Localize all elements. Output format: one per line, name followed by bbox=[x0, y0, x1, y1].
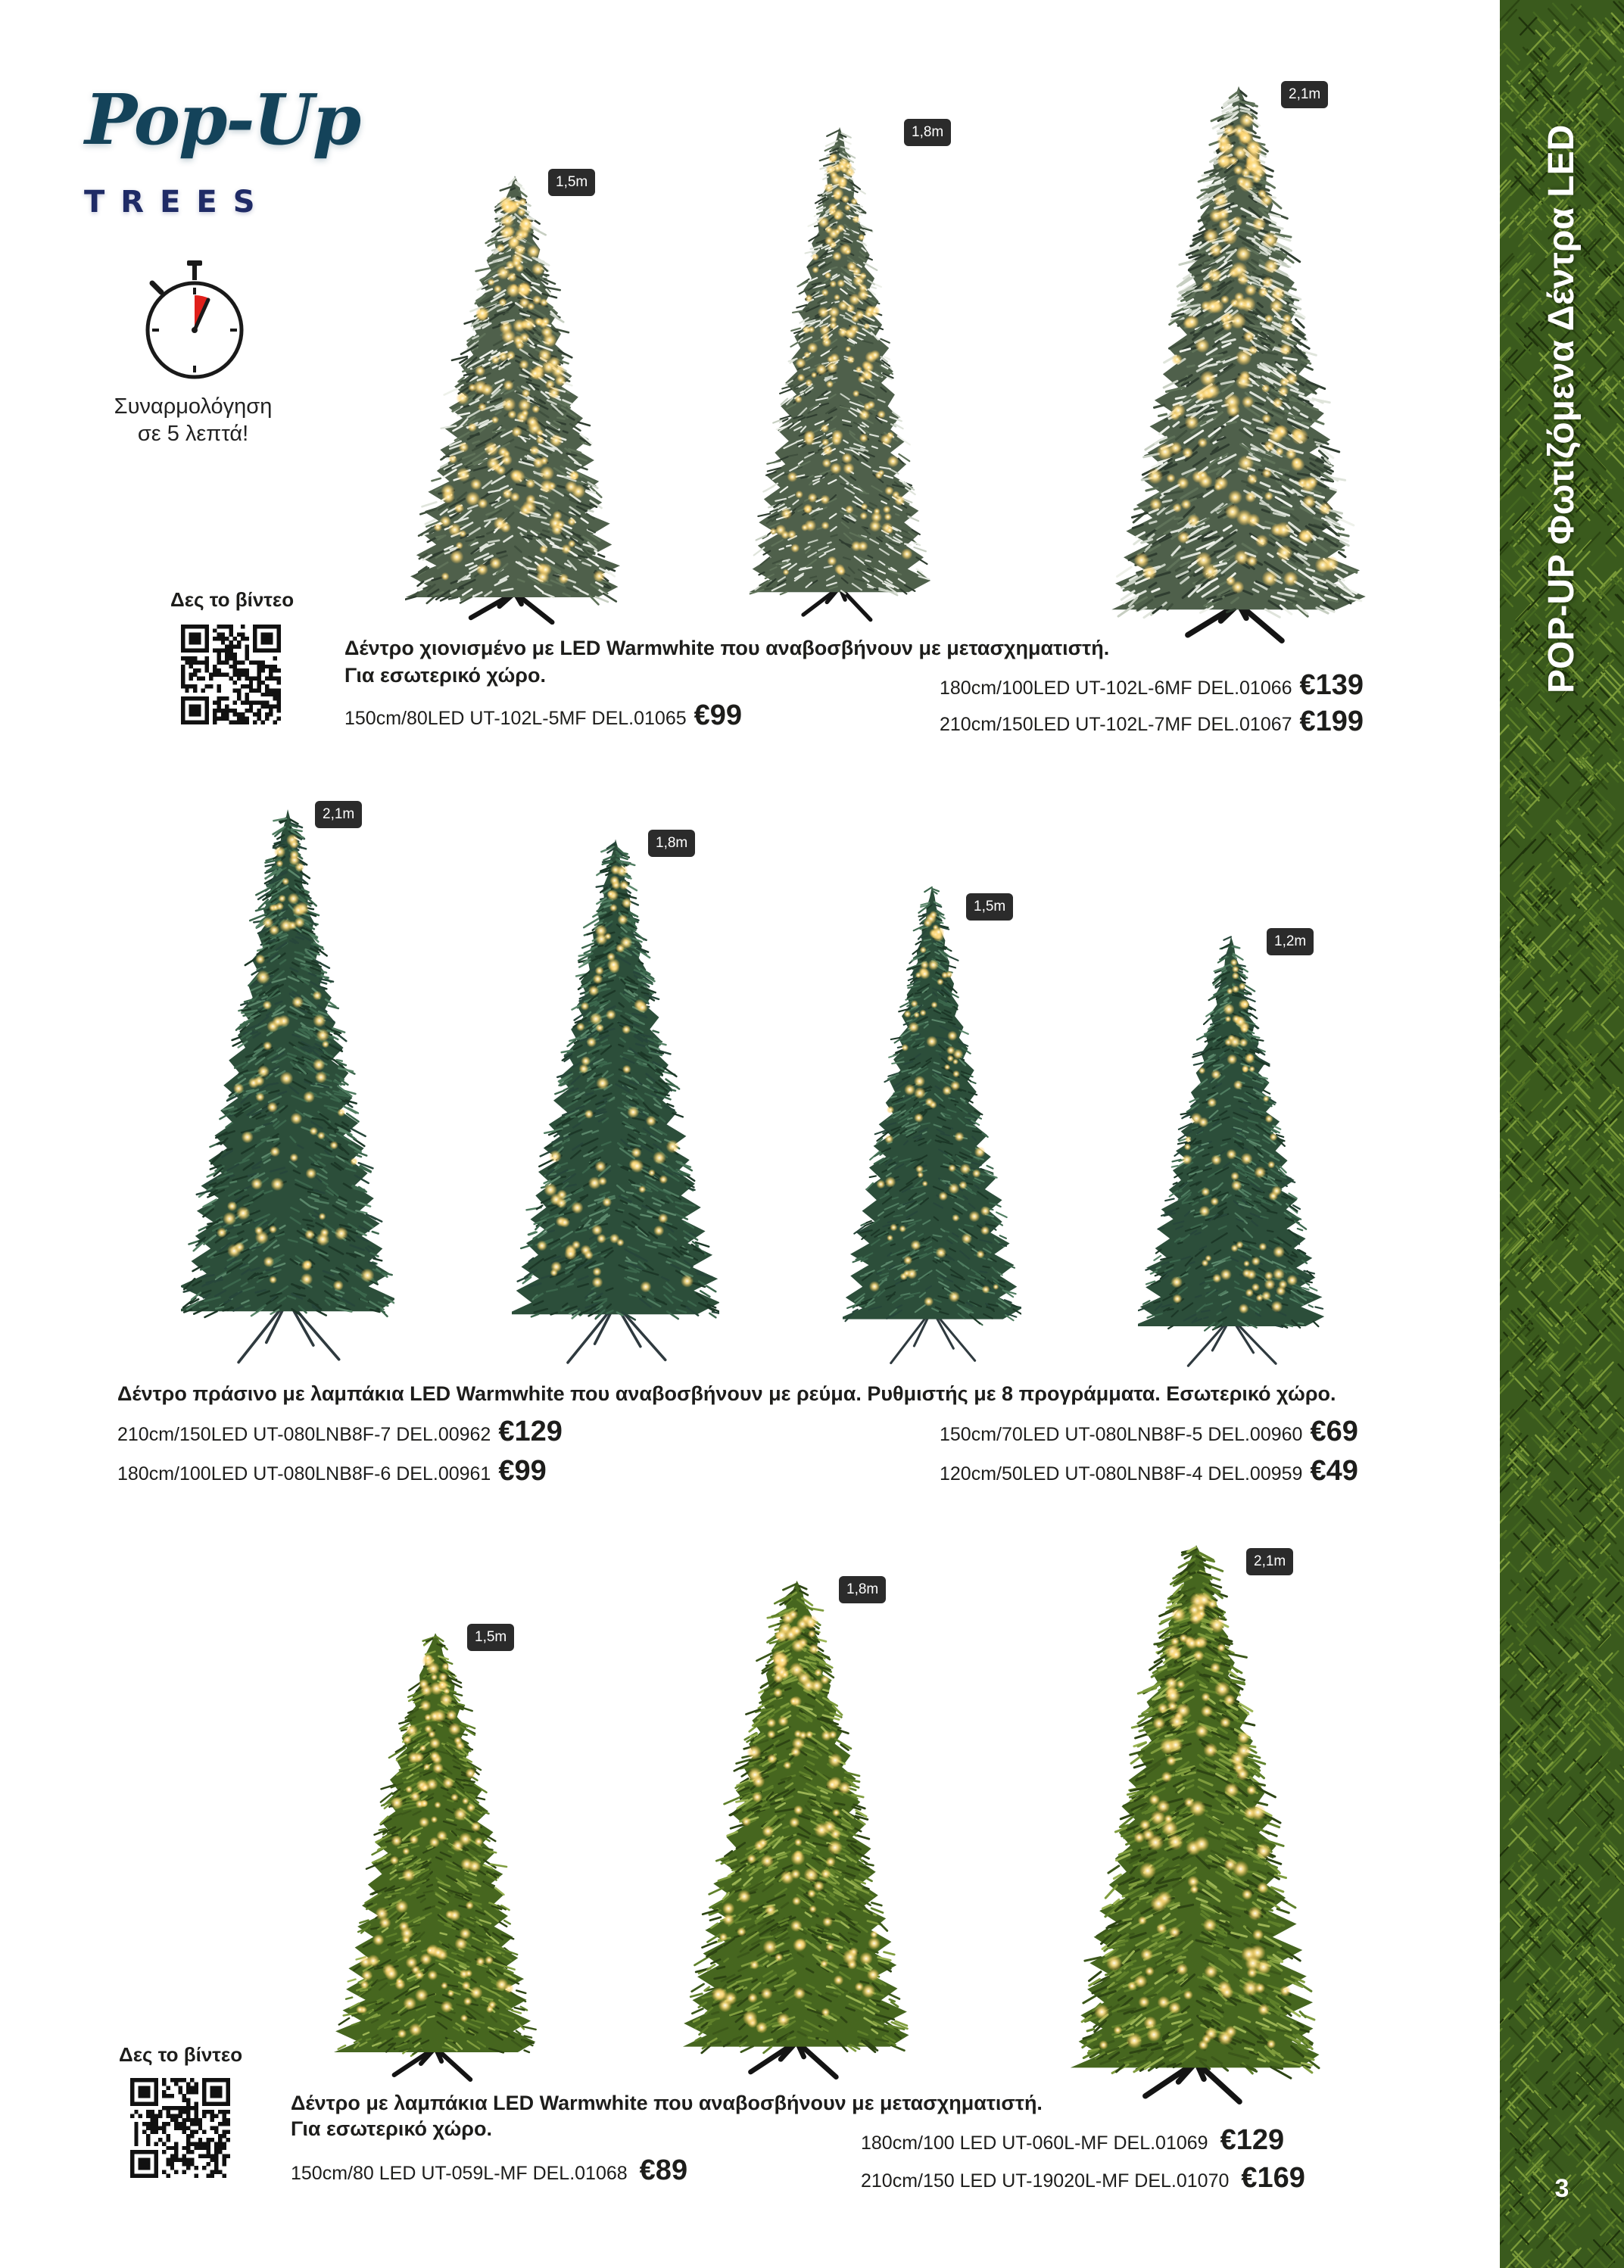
price: €49 bbox=[1310, 1455, 1358, 1487]
price: €69 bbox=[1310, 1416, 1358, 1447]
logo-wordmark: TREES bbox=[84, 185, 271, 220]
spec-text: 180cm/100LED UT-102L-6MF DEL.01066 bbox=[940, 678, 1292, 699]
spec-text: 150cm/70LED UT-080LNB8F-5 DEL.00960 bbox=[940, 1424, 1303, 1445]
video-label: Δες το βίντεο bbox=[170, 588, 295, 611]
spec-text: 150cm/80LED UT-102L-5MF DEL.01065 bbox=[344, 708, 687, 729]
product-specs-left bbox=[344, 699, 742, 735]
spec-text: 210cm/150 LED UT-19020L-MF DEL.01070 bbox=[861, 2170, 1230, 2192]
height-badge: 1,5m bbox=[966, 893, 1013, 921]
product-specs-left bbox=[291, 2154, 687, 2190]
product-specs-right bbox=[861, 2123, 1305, 2198]
tree-drawing bbox=[1111, 79, 1366, 643]
product-specs-right bbox=[940, 668, 1364, 741]
product-spec-line bbox=[291, 2154, 687, 2190]
tree-drawing bbox=[512, 833, 719, 1368]
christmas-tree-image bbox=[1111, 79, 1366, 643]
product-spec-line bbox=[344, 699, 742, 735]
page-number: 3 bbox=[1554, 2174, 1569, 2203]
spec-text: 210cm/150LED UT-102L-7MF DEL.01067 bbox=[940, 714, 1292, 735]
christmas-tree-image bbox=[181, 802, 394, 1368]
price: €89 bbox=[639, 2154, 688, 2186]
height-badge: 2,1m bbox=[1246, 1548, 1293, 1575]
christmas-tree-image bbox=[512, 833, 719, 1368]
price: €99 bbox=[694, 699, 743, 731]
product-spec-line bbox=[940, 705, 1364, 741]
christmas-tree-image bbox=[332, 1628, 538, 2082]
christmas-tree-image bbox=[749, 121, 930, 622]
price: €129 bbox=[498, 1416, 563, 1447]
product-spec-line bbox=[117, 1453, 563, 1492]
height-badge: 1,8m bbox=[839, 1576, 886, 1603]
tree-drawing bbox=[405, 170, 625, 625]
price: €199 bbox=[1299, 706, 1364, 737]
tree-drawing bbox=[332, 1628, 538, 2082]
product-specs-left bbox=[117, 1413, 563, 1492]
product-title bbox=[117, 1380, 1336, 1407]
video-label: Δες το βίντεο bbox=[119, 2043, 243, 2066]
height-badge: 1,8m bbox=[904, 119, 951, 146]
qr-code bbox=[181, 625, 281, 724]
price: €129 bbox=[1220, 2124, 1285, 2156]
product-spec-line bbox=[861, 2161, 1305, 2198]
sidebar-title: POP-UP Φωτιζόμενα Δέντρα LED bbox=[1541, 124, 1582, 693]
product-spec-line bbox=[940, 1413, 1358, 1453]
tree-stand bbox=[751, 2042, 837, 2077]
product-title-line: Δέντρο με λαμπάκια LED Warmwhite που αναβοσβήνουν με μετασχηματιστή. bbox=[291, 2092, 1043, 2114]
tree-drawing bbox=[749, 121, 930, 622]
spec-text: 210cm/150LED UT-080LNB8F-7 DEL.00962 bbox=[117, 1424, 491, 1445]
tree-drawing bbox=[843, 880, 1021, 1368]
tree-drawing bbox=[181, 802, 394, 1368]
product-title-line: Δέντρο χιονισμένο με LED Warmwhite που αναβοσβήνουν με μετασχηματιστή. bbox=[344, 637, 1110, 659]
height-badge: 1,5m bbox=[467, 1624, 514, 1651]
product-specs-right bbox=[940, 1413, 1358, 1492]
height-badge: 2,1m bbox=[315, 801, 362, 828]
logo-script: Pop-Up bbox=[85, 79, 360, 160]
stopwatch-icon bbox=[142, 260, 248, 385]
product-title-line: Για εσωτερικό χώρο. bbox=[291, 2117, 493, 2140]
spec-text: 150cm/80 LED UT-059L-MF DEL.01068 bbox=[291, 2163, 628, 2184]
tree-drawing bbox=[1069, 1538, 1323, 2104]
tree-foliage bbox=[181, 809, 394, 1317]
product-spec-line bbox=[861, 2123, 1305, 2161]
qr-code bbox=[130, 2078, 230, 2178]
height-badge: 1,2m bbox=[1267, 928, 1314, 955]
spec-text: 120cm/50LED UT-080LNB8F-4 DEL.00959 bbox=[940, 1463, 1303, 1484]
christmas-tree-image bbox=[1069, 1538, 1323, 2104]
price: €169 bbox=[1241, 2162, 1305, 2194]
product-title-line: Δέντρο πράσινο με λαμπάκια LED Warmwhite που αναβοσβήνουν με ρεύμα. Ρυθμιστής με 8 προγράμματα. Εσωτερικό χώρο. bbox=[117, 1382, 1336, 1405]
christmas-tree-image bbox=[681, 1575, 912, 2080]
product-spec-line bbox=[940, 668, 1364, 705]
christmas-tree-image bbox=[405, 170, 625, 625]
tree-stand bbox=[394, 2048, 471, 2080]
assembly-note bbox=[98, 393, 288, 447]
product-spec-line bbox=[117, 1413, 563, 1453]
height-badge: 2,1m bbox=[1281, 81, 1328, 108]
spec-text: 180cm/100 LED UT-060L-MF DEL.01069 bbox=[861, 2132, 1208, 2154]
tree-drawing bbox=[681, 1575, 912, 2080]
assembly-line-1: Συναρμολόγηση bbox=[114, 394, 273, 419]
height-badge: 1,5m bbox=[548, 169, 595, 196]
assembly-line-2: σε 5 λεπτά! bbox=[137, 422, 249, 446]
tree-drawing bbox=[1138, 931, 1324, 1370]
spec-text: 180cm/100LED UT-080LNB8F-6 DEL.00961 bbox=[117, 1463, 491, 1484]
price: €99 bbox=[498, 1455, 547, 1487]
christmas-tree-image bbox=[1138, 931, 1324, 1370]
price: €139 bbox=[1299, 669, 1364, 701]
christmas-tree-image bbox=[843, 880, 1021, 1368]
product-spec-line bbox=[940, 1453, 1358, 1492]
height-badge: 1,8m bbox=[648, 830, 695, 857]
tree-foliage bbox=[1138, 936, 1324, 1331]
product-title-line: Για εσωτερικό χώρο. bbox=[344, 664, 547, 687]
